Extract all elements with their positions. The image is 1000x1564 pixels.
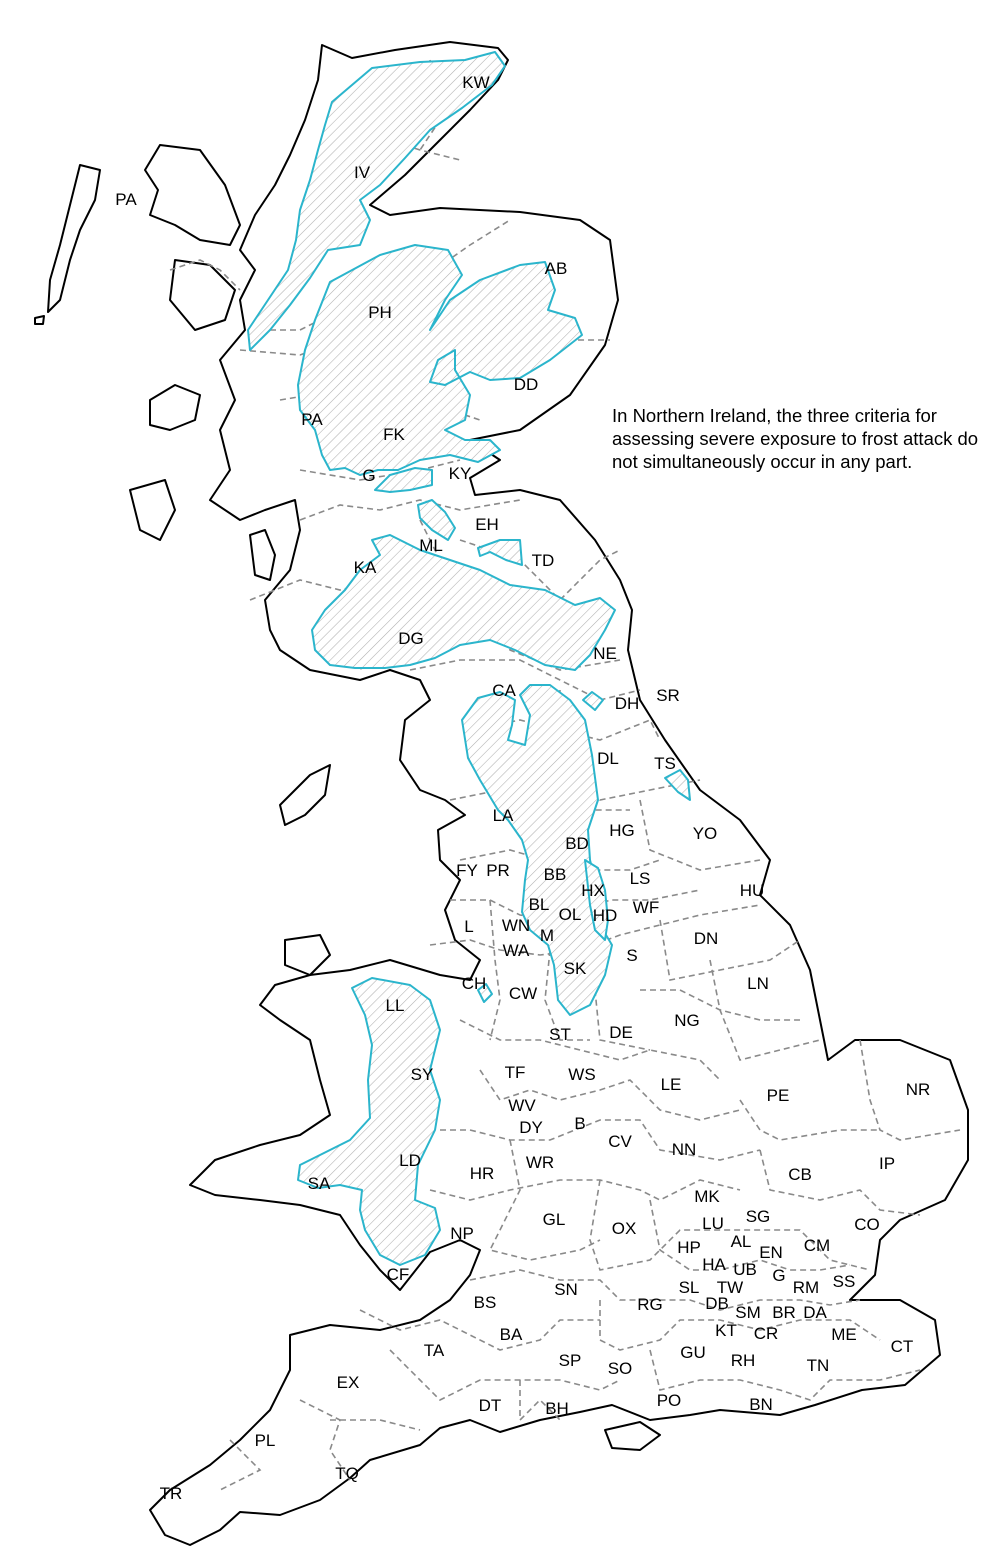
postcode-label-le: LE <box>660 1075 682 1094</box>
postcode-label-hr: HR <box>469 1164 495 1183</box>
postcode-label-cm: CM <box>803 1236 831 1255</box>
postcode-label-bl: BL <box>528 895 550 914</box>
postcode-label-wv: WV <box>508 1096 536 1115</box>
postcode-label-cf: CF <box>386 1265 410 1284</box>
northern-ireland-note: In Northern Ireland, the three criteria for assessing severe exposure to frost attack do not simultaneously occur in any part. <box>612 405 979 472</box>
postcode-label-ct: CT <box>890 1337 914 1356</box>
postcode-label-sg: SG <box>745 1207 771 1226</box>
postcode-label-ne: NE <box>593 644 617 663</box>
postcode-label-ba: BA <box>499 1325 523 1344</box>
postcode-label-sp: SP <box>558 1351 582 1370</box>
postcode-label-nn: NN <box>671 1140 697 1159</box>
postcode-label-tf: TF <box>504 1063 526 1082</box>
postcode-label-ol: OL <box>558 905 582 924</box>
postcode-label-sm: SM <box>735 1303 761 1322</box>
zone-grampians <box>298 245 582 475</box>
postcode-label-ln: LN <box>747 974 769 993</box>
island-isle-of-wight <box>605 1422 660 1450</box>
postcode-label-ls: LS <box>629 869 651 888</box>
postcode-label-sr: SR <box>656 686 680 705</box>
postcode-label-hu: HU <box>739 881 765 900</box>
postcode-label-al: AL <box>730 1232 752 1251</box>
postcode-label-bd: BD <box>565 834 589 853</box>
postcode-label-ka: KA <box>353 558 377 577</box>
postcode-label-rg: RG <box>637 1295 663 1314</box>
postcode-label-pl: PL <box>254 1431 276 1450</box>
postcode-label-ch: CH <box>461 974 487 993</box>
postcode-label-me: ME <box>831 1325 857 1344</box>
postcode-label-m: M <box>539 926 555 945</box>
postcode-label-ph: PH <box>368 303 392 322</box>
postcode-label-nr: NR <box>905 1080 931 1099</box>
postcode-label-ml: ML <box>419 536 443 555</box>
postcode-label-wr: WR <box>525 1153 555 1172</box>
postcode-label-bb: BB <box>543 865 567 884</box>
postcode-label-kt: KT <box>715 1321 737 1340</box>
postcode-label-kw: KW <box>462 73 490 92</box>
postcode-label-ll: LL <box>385 996 405 1015</box>
postcode-label-hd: HD <box>592 906 618 925</box>
postcode-label-cv: CV <box>608 1132 632 1151</box>
postcode-label-pa: PA <box>115 190 137 209</box>
island-outer-hebrides <box>48 165 100 312</box>
postcode-label-yo: YO <box>692 824 718 843</box>
postcode-label-st: ST <box>549 1025 571 1044</box>
island-skye <box>170 260 235 330</box>
postcode-label-ip: IP <box>878 1154 896 1173</box>
postcode-label-fy: FY <box>456 861 478 880</box>
postcode-label-ex: EX <box>336 1373 360 1392</box>
postcode-label-wn: WN <box>501 916 531 935</box>
postcode-label-sy: SY <box>410 1065 434 1084</box>
postcode-label-sl: SL <box>678 1278 700 1297</box>
postcode-label-l: L <box>464 917 474 936</box>
postcode-label-ky: KY <box>448 464 472 483</box>
postcode-label-dl: DL <box>597 749 619 768</box>
postcode-label-cb: CB <box>788 1165 812 1184</box>
postcode-label-g: G <box>362 466 376 485</box>
postcode-label-hp: HP <box>677 1238 701 1257</box>
postcode-label-pe: PE <box>766 1086 790 1105</box>
postcode-label-wa: WA <box>502 941 530 960</box>
postcode-label-gu: GU <box>680 1343 706 1362</box>
postcode-label-sn: SN <box>554 1280 578 1299</box>
island-anglesey <box>285 935 330 975</box>
postcode-label-rh: RH <box>730 1351 756 1370</box>
postcode-label-bn: BN <box>749 1395 773 1414</box>
postcode-label-de: DE <box>609 1023 633 1042</box>
postcode-label-tr: TR <box>159 1484 183 1503</box>
postcode-label-br: BR <box>772 1303 796 1322</box>
postcode-label-ab: AB <box>544 259 568 278</box>
postcode-label-s: S <box>626 946 638 965</box>
island-north-west <box>145 145 240 245</box>
postcode-label-ta: TA <box>423 1341 445 1360</box>
postcode-label-hg: HG <box>609 821 635 840</box>
postcode-label-ha: HA <box>702 1255 726 1274</box>
island-islay <box>130 480 175 540</box>
postcode-label-g: G <box>772 1266 786 1285</box>
postcode-label-b: B <box>574 1114 586 1133</box>
postcode-label-sa: SA <box>307 1174 331 1193</box>
island-small <box>35 316 44 324</box>
postcode-label-cw: CW <box>508 984 538 1003</box>
postcode-label-ts: TS <box>654 754 676 773</box>
postcode-label-ub: UB <box>733 1260 757 1279</box>
postcode-label-ca: CA <box>492 681 516 700</box>
postcode-label-dy: DY <box>519 1118 543 1137</box>
postcode-label-pa: PA <box>301 410 323 429</box>
postcode-label-tw: TW <box>716 1278 744 1297</box>
postcode-label-dt: DT <box>478 1396 502 1415</box>
postcode-label-ss: SS <box>832 1272 856 1291</box>
postcode-label-eh: EH <box>475 515 499 534</box>
postcode-label-ng: NG <box>674 1011 700 1030</box>
postcode-label-fk: FK <box>383 425 405 444</box>
postcode-label-mk: MK <box>694 1187 720 1206</box>
postcode-label-dg: DG <box>398 629 424 648</box>
postcode-label-td: TD <box>531 551 555 570</box>
island-arran <box>250 530 275 580</box>
postcode-label-en: EN <box>759 1243 783 1262</box>
postcode-label-sk: SK <box>563 959 587 978</box>
postcode-label-rm: RM <box>792 1278 820 1297</box>
postcode-label-lu: LU <box>702 1214 724 1233</box>
postcode-label-ox: OX <box>611 1219 637 1238</box>
island-isle-of-man <box>280 765 330 825</box>
postcode-label-bs: BS <box>473 1293 497 1312</box>
postcode-label-so: SO <box>607 1359 633 1378</box>
postcode-label-da: DA <box>803 1303 827 1322</box>
postcode-label-ws: WS <box>568 1065 596 1084</box>
island-mull <box>150 385 200 430</box>
postcode-label-gl: GL <box>542 1210 566 1229</box>
postcode-label-dh: DH <box>614 694 640 713</box>
postcode-label-tq: TQ <box>335 1464 359 1483</box>
postcode-label-po: PO <box>656 1391 682 1410</box>
postcode-label-tn: TN <box>806 1356 830 1375</box>
postcode-label-iv: IV <box>353 163 371 182</box>
postcode-label-hx: HX <box>581 881 605 900</box>
postcode-label-pr: PR <box>486 861 510 880</box>
postcode-label-db: DB <box>705 1294 729 1313</box>
postcode-label-cr: CR <box>753 1324 779 1343</box>
postcode-label-ld: LD <box>399 1151 421 1170</box>
postcode-label-bh: BH <box>545 1399 569 1418</box>
postcode-label-dn: DN <box>693 929 719 948</box>
postcode-label-dd: DD <box>513 375 539 394</box>
postcode-label-co: CO <box>854 1215 880 1234</box>
postcode-label-wf: WF <box>632 898 660 917</box>
postcode-label-np: NP <box>450 1224 474 1243</box>
postcode-label-la: LA <box>492 806 514 825</box>
